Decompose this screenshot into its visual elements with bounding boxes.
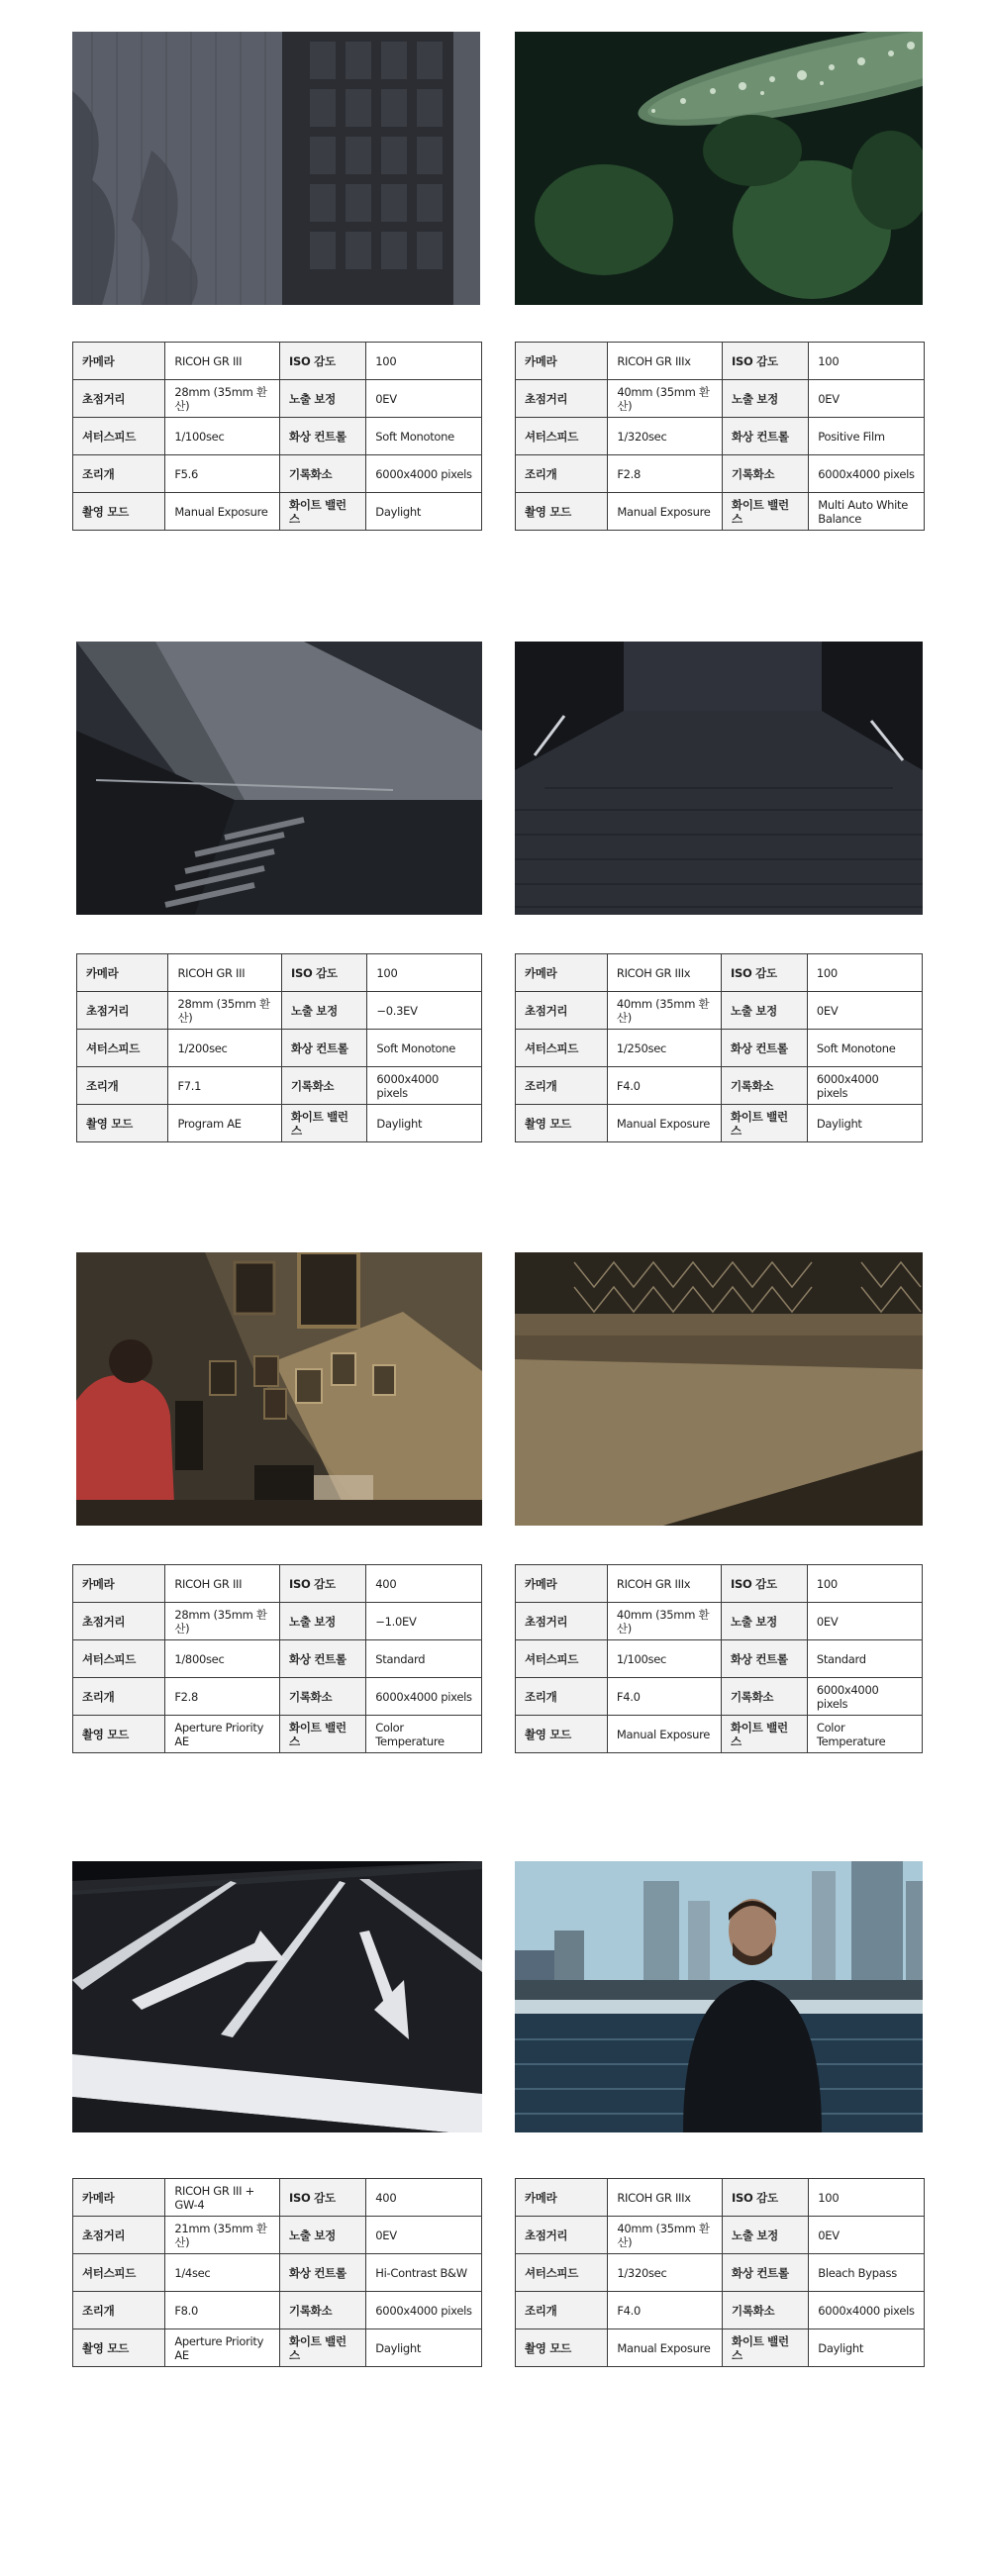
table-row (516, 1105, 923, 1142)
label-shutter: 셔터스피드 (73, 1640, 165, 1678)
table-row (77, 1067, 482, 1105)
value-shutter: 1/800sec (165, 1640, 280, 1678)
photo-concrete-wall (515, 1252, 923, 1526)
value-focal: 40mm (35mm 환산) (607, 992, 721, 1030)
table-row (516, 2179, 925, 2217)
table-row (73, 2254, 482, 2292)
table-row (73, 2179, 482, 2217)
label-shutter: 셔터스피드 (516, 1640, 608, 1678)
value-focal: 21mm (35mm 환산) (165, 2217, 280, 2254)
label-mode: 촬영 모드 (516, 493, 608, 531)
label-aperture: 조리개 (516, 1678, 608, 1716)
label-pixels: 기록화소 (723, 455, 809, 493)
label-mode: 촬영 모드 (77, 1105, 168, 1142)
photo-stair-shadows (76, 642, 482, 915)
label-aperture: 조리개 (73, 455, 165, 493)
photo-road-arrows (72, 1861, 482, 2132)
label-iso: ISO 감도 (281, 954, 366, 992)
spec-table-5 (72, 1564, 482, 1753)
value-wb: Daylight (807, 1105, 922, 1142)
label-wb: 화이트 밸런스 (281, 1105, 366, 1142)
value-aperture: F2.8 (165, 1678, 280, 1716)
label-wb: 화이트 밸런스 (722, 1105, 808, 1142)
table-row (516, 493, 925, 531)
value-iso: 100 (807, 1565, 922, 1603)
table-row (516, 1067, 923, 1105)
value-aperture: F7.1 (168, 1067, 282, 1105)
value-mode: Manual Exposure (608, 2329, 723, 2367)
table-row (77, 954, 482, 992)
label-iso: ISO 감도 (280, 2179, 366, 2217)
spec-table-2 (515, 342, 925, 531)
value-shutter: 1/200sec (168, 1030, 282, 1067)
table-row (516, 2292, 925, 2329)
value-iso: 100 (807, 954, 922, 992)
label-pixels: 기록화소 (722, 1067, 808, 1105)
label-exposure: 노출 보정 (280, 1603, 366, 1640)
label-shutter: 셔터스피드 (516, 418, 608, 455)
spec-table-7 (72, 2178, 482, 2367)
label-mode: 촬영 모드 (73, 493, 165, 531)
value-shutter: 1/250sec (607, 1030, 721, 1067)
value-focal: 40mm (35mm 환산) (608, 2217, 723, 2254)
spec-table-6 (515, 1564, 923, 1753)
value-iso: 100 (809, 343, 925, 380)
value-tone: Standard (366, 1640, 482, 1678)
value-pixels: 6000x4000 pixels (366, 1678, 482, 1716)
value-focal: 40mm (35mm 환산) (608, 380, 723, 418)
value-pixels: 6000x4000 pixels (809, 455, 925, 493)
value-tone: Hi-Contrast B&W (366, 2254, 482, 2292)
value-camera: RICOH GR IIIx (607, 1565, 721, 1603)
value-shutter: 1/4sec (165, 2254, 280, 2292)
value-wb: Multi Auto White Balance (809, 493, 925, 531)
spec-table-3 (76, 953, 482, 1142)
label-tone: 화상 컨트롤 (723, 418, 809, 455)
value-wb: Daylight (366, 493, 482, 531)
label-camera: 카메라 (77, 954, 168, 992)
label-pixels: 기록화소 (280, 1678, 366, 1716)
label-mode: 촬영 모드 (73, 1716, 165, 1753)
label-aperture: 조리개 (516, 1067, 608, 1105)
value-shutter: 1/100sec (607, 1640, 721, 1678)
label-pixels: 기록화소 (280, 455, 366, 493)
value-exposure: 0EV (366, 380, 482, 418)
value-mode: Aperture Priority AE (165, 1716, 280, 1753)
value-focal: 28mm (35mm 환산) (168, 992, 282, 1030)
value-exposure: 0EV (807, 1603, 922, 1640)
table-row (516, 1640, 923, 1678)
label-camera: 카메라 (73, 1565, 165, 1603)
value-camera: RICOH GR III (165, 343, 280, 380)
label-shutter: 셔터스피드 (77, 1030, 168, 1067)
label-focal: 초점거리 (516, 992, 608, 1030)
label-pixels: 기록화소 (281, 1067, 366, 1105)
value-tone: Soft Monotone (366, 418, 482, 455)
label-exposure: 노출 보정 (723, 2217, 809, 2254)
value-focal: 40mm (35mm 환산) (607, 1603, 721, 1640)
label-focal: 초점거리 (77, 992, 168, 1030)
label-mode: 촬영 모드 (516, 2329, 608, 2367)
value-iso: 100 (809, 2179, 925, 2217)
value-wb: Color Temperature (366, 1716, 482, 1753)
value-camera: RICOH GR IIIx (608, 2179, 723, 2217)
table-row (516, 992, 923, 1030)
spec-table-4 (515, 953, 923, 1142)
table-row (516, 2217, 925, 2254)
label-aperture: 조리개 (516, 455, 608, 493)
table-row (73, 455, 482, 493)
value-mode: Manual Exposure (607, 1716, 721, 1753)
label-wb: 화이트 밸런스 (280, 2329, 366, 2367)
label-focal: 초점거리 (516, 1603, 608, 1640)
value-camera: RICOH GR III (168, 954, 282, 992)
label-focal: 초점거리 (516, 2217, 608, 2254)
value-focal: 28mm (35mm 환산) (165, 380, 280, 418)
label-shutter: 셔터스피드 (73, 2254, 165, 2292)
label-exposure: 노출 보정 (280, 2217, 366, 2254)
value-pixels: 6000x4000 pixels (807, 1067, 922, 1105)
value-aperture: F8.0 (165, 2292, 280, 2329)
value-tone: Soft Monotone (367, 1030, 482, 1067)
value-camera: RICOH GR III + GW-4 (165, 2179, 280, 2217)
spec-table-8 (515, 2178, 925, 2367)
value-exposure: 0EV (809, 2217, 925, 2254)
table-row (73, 418, 482, 455)
table-row (516, 1678, 923, 1716)
label-iso: ISO 감도 (722, 1565, 808, 1603)
value-pixels: 6000x4000 pixels (366, 2292, 482, 2329)
label-pixels: 기록화소 (280, 2292, 366, 2329)
table-row (73, 2217, 482, 2254)
value-aperture: F4.0 (607, 1067, 721, 1105)
value-pixels: 6000x4000 pixels (807, 1678, 922, 1716)
value-wb: Color Temperature (807, 1716, 922, 1753)
label-mode: 촬영 모드 (516, 1716, 608, 1753)
photo-wall-shadows (72, 32, 480, 305)
label-camera: 카메라 (516, 343, 608, 380)
table-row (516, 1030, 923, 1067)
label-tone: 화상 컨트롤 (280, 2254, 366, 2292)
label-aperture: 조리개 (73, 1678, 165, 1716)
table-row (77, 1030, 482, 1067)
value-wb: Daylight (366, 2329, 482, 2367)
value-pixels: 6000x4000 pixels (367, 1067, 482, 1105)
table-row (77, 1105, 482, 1142)
label-mode: 촬영 모드 (73, 2329, 165, 2367)
label-camera: 카메라 (516, 2179, 608, 2217)
label-tone: 화상 컨트롤 (722, 1640, 808, 1678)
label-camera: 카메라 (516, 1565, 608, 1603)
label-wb: 화이트 밸런스 (280, 493, 366, 531)
table-row (73, 1678, 482, 1716)
label-exposure: 노출 보정 (722, 992, 808, 1030)
value-exposure: 0EV (807, 992, 922, 1030)
label-iso: ISO 감도 (722, 954, 808, 992)
label-pixels: 기록화소 (723, 2292, 809, 2329)
label-wb: 화이트 밸런스 (722, 1716, 808, 1753)
table-row (77, 992, 482, 1030)
label-exposure: 노출 보정 (722, 1603, 808, 1640)
table-row (516, 418, 925, 455)
page-bottom-spacer (0, 2416, 990, 2576)
label-iso: ISO 감도 (723, 343, 809, 380)
table-row (73, 1603, 482, 1640)
label-tone: 화상 컨트롤 (281, 1030, 366, 1067)
value-exposure: 0EV (366, 2217, 482, 2254)
value-camera: RICOH GR IIIx (607, 954, 721, 992)
value-wb: Daylight (367, 1105, 482, 1142)
label-aperture: 조리개 (73, 2292, 165, 2329)
value-mode: Program AE (168, 1105, 282, 1142)
table-row (73, 380, 482, 418)
table-row (516, 2254, 925, 2292)
value-shutter: 1/320sec (608, 2254, 723, 2292)
label-iso: ISO 감도 (280, 1565, 366, 1603)
value-tone: Soft Monotone (807, 1030, 922, 1067)
value-tone: Bleach Bypass (809, 2254, 925, 2292)
value-pixels: 6000x4000 pixels (809, 2292, 925, 2329)
photo-shop-interior (76, 1252, 482, 1526)
value-aperture: F4.0 (607, 1678, 721, 1716)
table-row (516, 455, 925, 493)
photo-leaves-raindrops (515, 32, 923, 305)
label-iso: ISO 감도 (280, 343, 366, 380)
table-row (73, 1640, 482, 1678)
label-tone: 화상 컨트롤 (280, 1640, 366, 1678)
table-row (516, 343, 925, 380)
label-tone: 화상 컨트롤 (723, 2254, 809, 2292)
photo-man-waterfront (515, 1861, 923, 2132)
label-iso: ISO 감도 (723, 2179, 809, 2217)
value-mode: Manual Exposure (165, 493, 280, 531)
label-mode: 촬영 모드 (516, 1105, 608, 1142)
value-tone: Standard (807, 1640, 922, 1678)
label-aperture: 조리개 (516, 2292, 608, 2329)
table-row (73, 1716, 482, 1753)
value-wb: Daylight (809, 2329, 925, 2367)
label-pixels: 기록화소 (722, 1678, 808, 1716)
label-wb: 화이트 밸런스 (723, 493, 809, 531)
label-focal: 초점거리 (516, 380, 608, 418)
spec-table-1 (72, 342, 482, 531)
value-tone: Positive Film (809, 418, 925, 455)
table-row (73, 1565, 482, 1603)
label-camera: 카메라 (73, 343, 165, 380)
label-wb: 화이트 밸런스 (280, 1716, 366, 1753)
photo-dark-stairway (515, 642, 923, 915)
value-mode: Manual Exposure (608, 493, 723, 531)
table-row (73, 343, 482, 380)
label-aperture: 조리개 (77, 1067, 168, 1105)
value-iso: 100 (367, 954, 482, 992)
label-shutter: 셔터스피드 (516, 2254, 608, 2292)
label-exposure: 노출 보정 (281, 992, 366, 1030)
table-row (73, 2292, 482, 2329)
value-mode: Aperture Priority AE (165, 2329, 280, 2367)
label-camera: 카메라 (73, 2179, 165, 2217)
value-camera: RICOH GR IIIx (608, 343, 723, 380)
label-shutter: 셔터스피드 (516, 1030, 608, 1067)
table-row (516, 380, 925, 418)
value-exposure: −1.0EV (366, 1603, 482, 1640)
value-iso: 100 (366, 343, 482, 380)
value-shutter: 1/320sec (608, 418, 723, 455)
label-camera: 카메라 (516, 954, 608, 992)
table-row (73, 493, 482, 531)
label-focal: 초점거리 (73, 380, 165, 418)
label-tone: 화상 컨트롤 (280, 418, 366, 455)
value-shutter: 1/100sec (165, 418, 280, 455)
value-pixels: 6000x4000 pixels (366, 455, 482, 493)
value-iso: 400 (366, 1565, 482, 1603)
label-focal: 초점거리 (73, 1603, 165, 1640)
table-row (73, 2329, 482, 2367)
label-wb: 화이트 밸런스 (723, 2329, 809, 2367)
value-camera: RICOH GR III (165, 1565, 280, 1603)
table-row (516, 1603, 923, 1640)
label-tone: 화상 컨트롤 (722, 1030, 808, 1067)
table-row (516, 1716, 923, 1753)
value-iso: 400 (366, 2179, 482, 2217)
label-exposure: 노출 보정 (280, 380, 366, 418)
table-row (516, 1565, 923, 1603)
value-aperture: F4.0 (608, 2292, 723, 2329)
label-exposure: 노출 보정 (723, 380, 809, 418)
value-mode: Manual Exposure (607, 1105, 721, 1142)
table-row (516, 2329, 925, 2367)
label-focal: 초점거리 (73, 2217, 165, 2254)
value-focal: 28mm (35mm 환산) (165, 1603, 280, 1640)
table-row (516, 954, 923, 992)
label-shutter: 셔터스피드 (73, 418, 165, 455)
value-aperture: F2.8 (608, 455, 723, 493)
value-exposure: −0.3EV (367, 992, 482, 1030)
value-exposure: 0EV (809, 380, 925, 418)
value-aperture: F5.6 (165, 455, 280, 493)
